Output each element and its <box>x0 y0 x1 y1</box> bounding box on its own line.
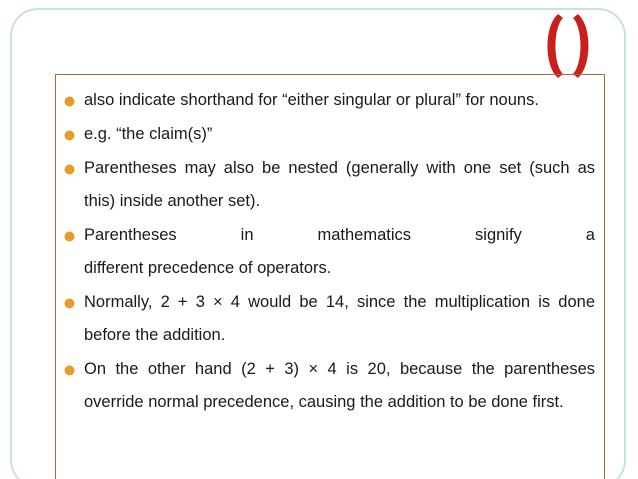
bullet-icon <box>64 298 75 309</box>
bullet-text: also indicate shorthand for “either singular or plural” for nouns. <box>84 91 539 109</box>
list-item <box>62 353 595 419</box>
bullet-icon <box>64 164 75 175</box>
bullet-text-line1: Parentheses in mathematics signify a <box>84 226 595 244</box>
bullet-list <box>62 84 595 420</box>
bullet-icon <box>64 130 75 141</box>
bullet-icon <box>64 231 75 242</box>
bullet-text: Parentheses may also be nested (generally with one set (such as this) inside another set). <box>84 159 595 210</box>
list-item <box>62 286 595 352</box>
parentheses-icon <box>536 10 600 82</box>
bullet-text: Normally, 2 + 3 × 4 would be 14, since the multiplication is done before the addition. <box>84 293 595 344</box>
bullet-icon <box>64 96 75 107</box>
bullet-icon <box>64 365 75 376</box>
list-item <box>62 152 595 218</box>
bullet-text: On the other hand (2 + 3) × 4 is 20, because the parentheses override normal precedence, causing the addition to be done first. <box>84 360 595 411</box>
list-item <box>62 219 595 285</box>
bullet-text: e.g. “the claim(s)” <box>84 125 213 143</box>
list-item <box>62 84 595 117</box>
bullet-text-line2: different precedence of operators. <box>84 259 332 277</box>
list-item <box>62 118 595 151</box>
